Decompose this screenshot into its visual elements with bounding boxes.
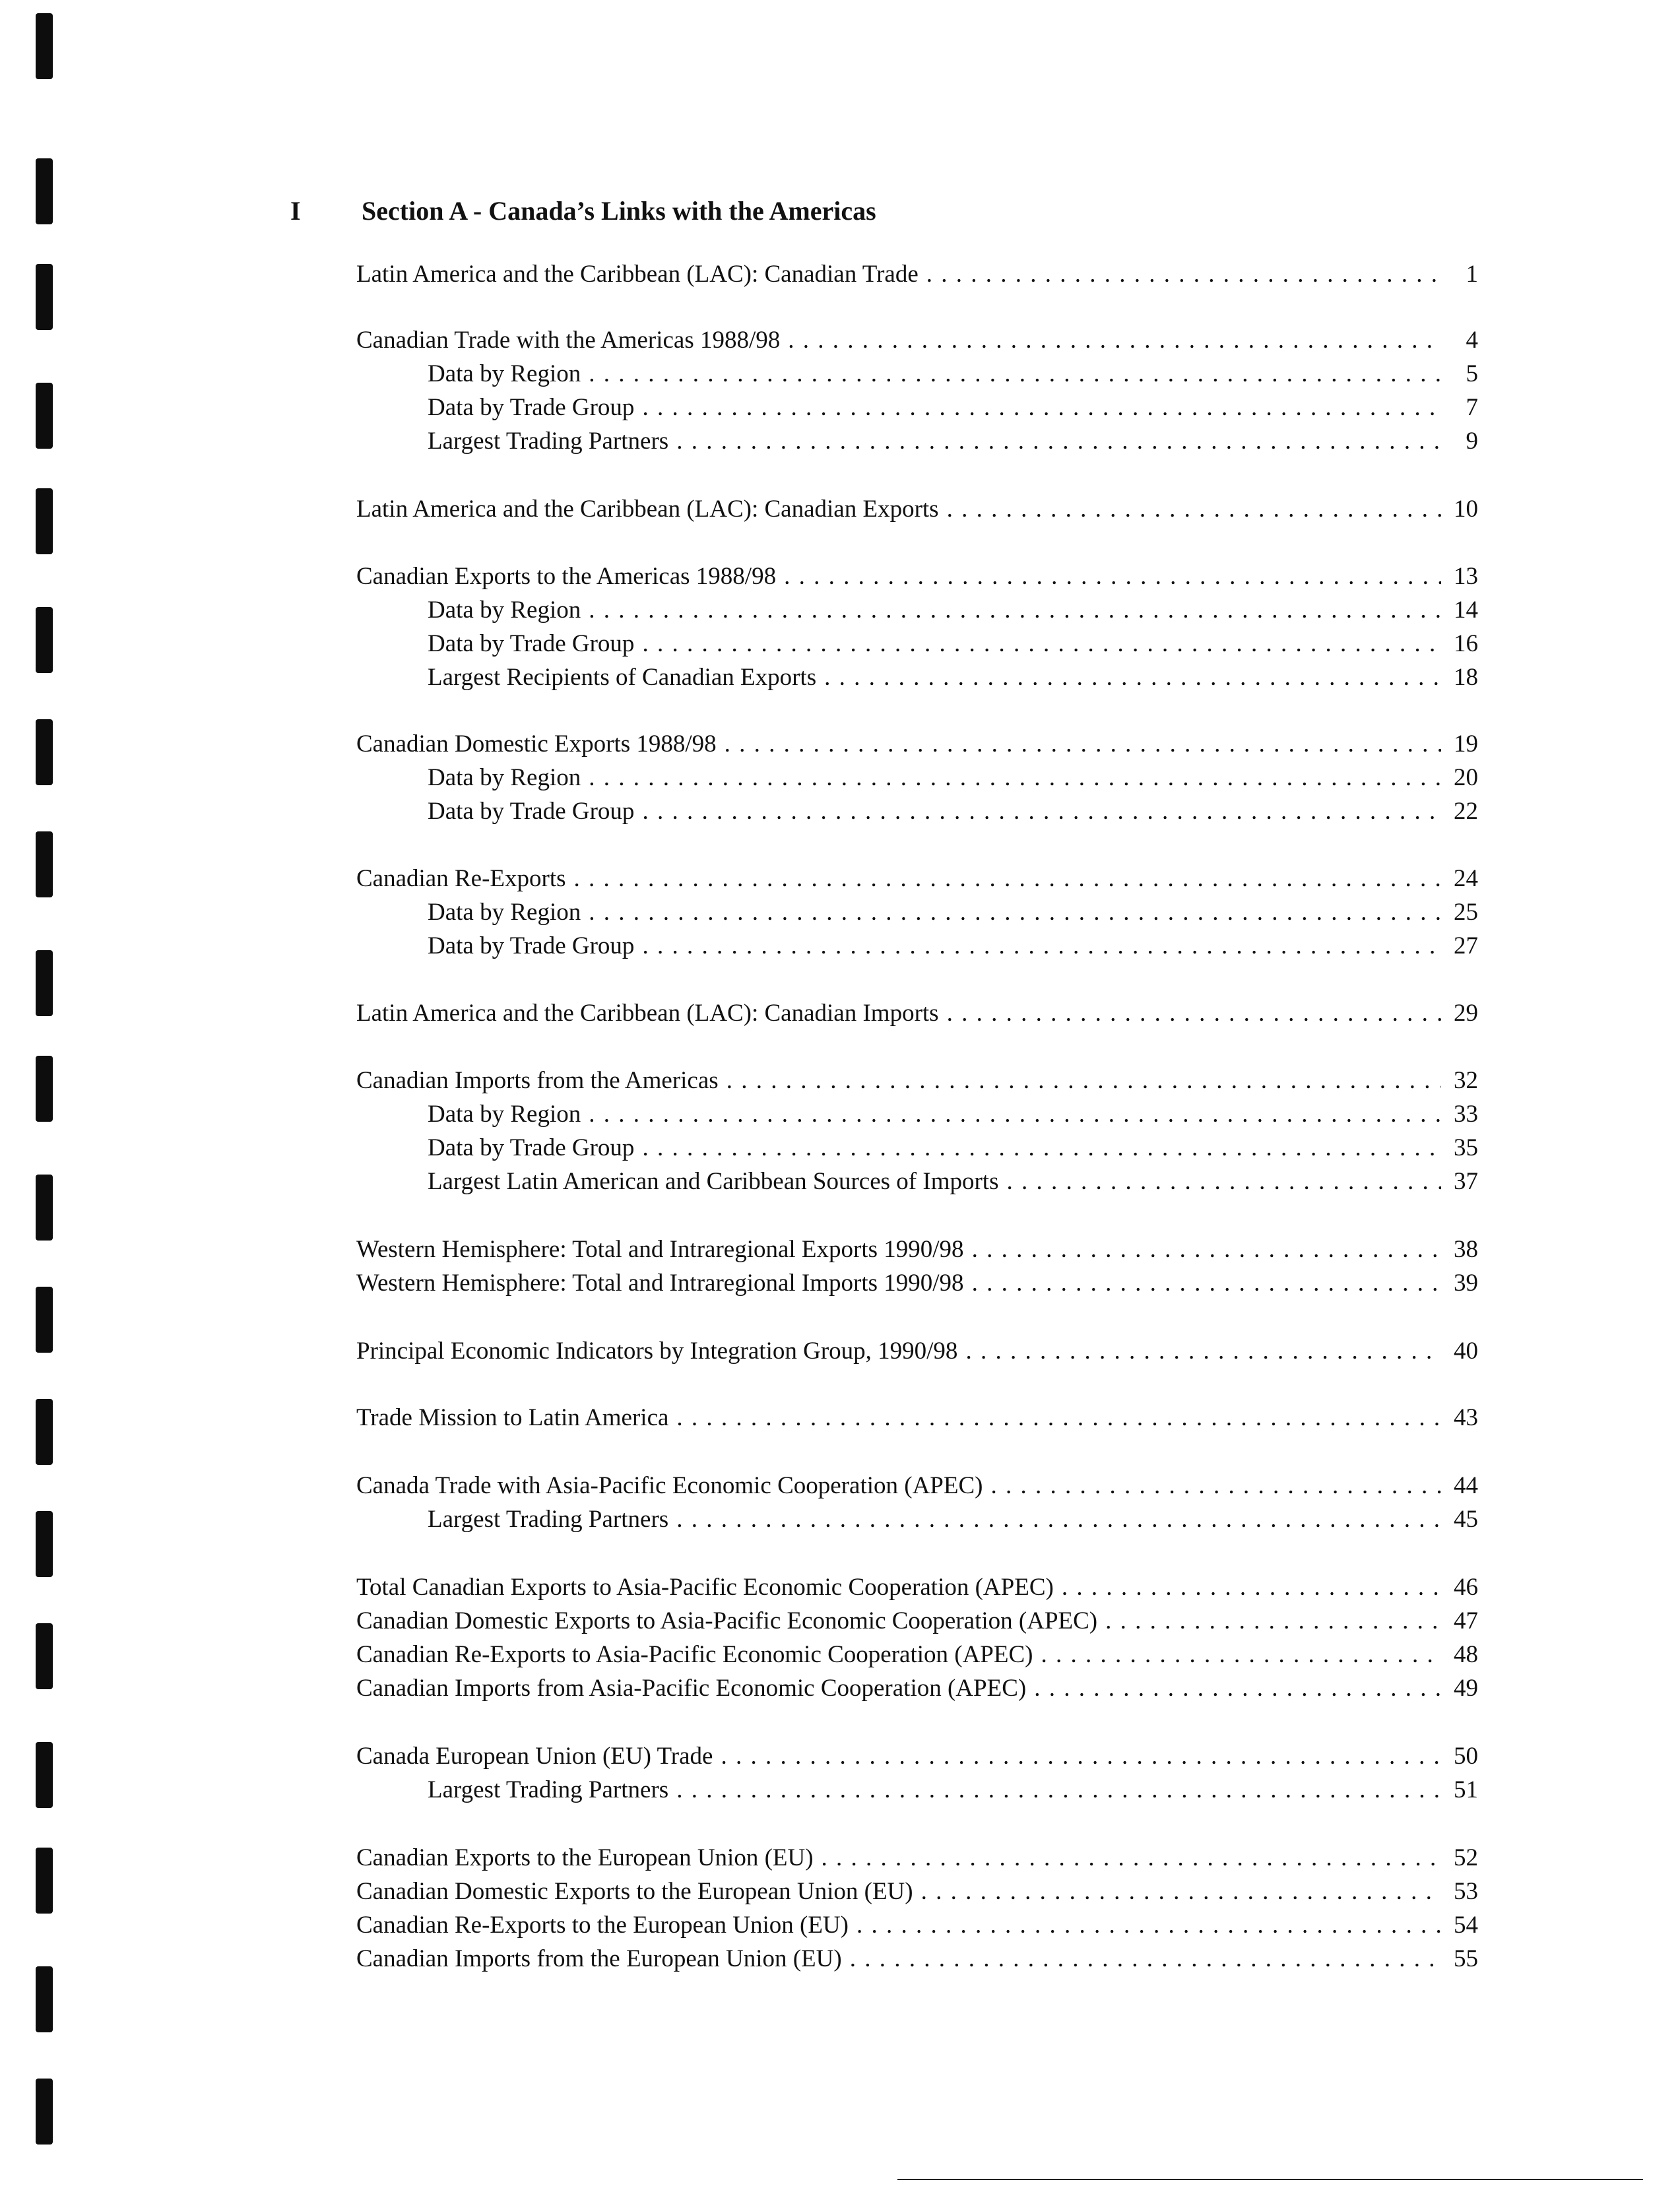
dot-leader [676,1404,1441,1432]
toc-entry-page: 49 [1454,1675,1478,1702]
toc-entry [428,1505,1478,1539]
toc-entry-label: Canadian Imports from the European Union (EU) [356,1945,842,1972]
toc-entry-label: Latin America and the Caribbean (LAC): Canadian Trade [356,261,919,288]
dot-leader [676,1505,1441,1533]
toc-entry-page: 19 [1454,730,1478,758]
binding-hole [36,719,53,785]
toc-entry [428,898,1478,932]
toc-entry-label: Trade Mission to Latin America [356,1404,669,1431]
dot-leader [947,999,1441,1027]
dot-leader [972,1235,1441,1264]
toc-entry-label: Canadian Domestic Exports to Asia-Pacific Economic Cooperation (APEC) [356,1607,1098,1634]
toc-entry [356,495,1478,529]
dot-leader [788,326,1441,354]
toc-entry-page: 29 [1454,1000,1478,1027]
toc-entry-label: Data by Region [428,899,581,926]
toc-entry [356,1269,1478,1303]
binding-hole [36,488,53,554]
binding-hole [36,1287,53,1353]
toc-entry-label: Data by Region [428,597,581,624]
toc-entry-label: Latin America and the Caribbean (LAC): Canadian Exports [356,496,939,523]
toc-entry [428,663,1478,697]
toc-entry [356,1337,1478,1371]
dot-leader [1041,1640,1442,1669]
binding-hole [36,607,53,673]
toc-entry [428,763,1478,798]
dot-leader [926,260,1441,288]
toc-entry [428,393,1478,428]
toc-entry-label: Largest Trading Partners [428,1776,669,1803]
dot-leader [574,864,1442,893]
toc-entry-page: 39 [1454,1270,1478,1297]
toc-entry-label: Data by Trade Group [428,394,635,421]
dot-leader [642,1134,1441,1162]
toc-entry-label: Canadian Imports from Asia-Pacific Economic Cooperation (APEC) [356,1675,1027,1702]
toc-entry-label: Canada Trade with Asia-Pacific Economic Cooperation (APEC) [356,1472,983,1499]
toc-entry-label: Canadian Re-Exports to the European Union (EU) [356,1912,849,1939]
dot-leader [589,763,1441,792]
dot-leader [589,360,1441,388]
toc-entry [356,1607,1478,1641]
binding-hole [36,1742,53,1808]
toc-entry-page: 55 [1454,1945,1478,1972]
dot-leader [822,1844,1441,1872]
binding-hole [36,831,53,897]
dot-leader [676,1776,1441,1804]
toc-entry [356,1674,1478,1708]
toc-entry-page: 5 [1466,360,1478,387]
toc-entry [356,730,1478,764]
dot-leader [965,1337,1441,1365]
binding-hole [36,1399,53,1465]
toc-entry-page: 24 [1454,865,1478,892]
toc-entry-label: Total Canadian Exports to Asia-Pacific Economic Cooperation (APEC) [356,1574,1054,1601]
toc-entry-page: 22 [1454,798,1478,825]
toc-entry-label: Canadian Exports to the European Union (EU) [356,1844,814,1871]
toc-entry [356,1066,1478,1101]
dot-leader [972,1269,1441,1297]
binding-hole [36,13,53,79]
toc-entry-page: 32 [1454,1067,1478,1094]
binding-hole [36,264,53,330]
dot-leader [642,393,1441,422]
toc-entry [356,1911,1478,1945]
dot-leader [642,797,1441,825]
section-heading [0,195,1680,232]
toc-entry-page: 35 [1454,1134,1478,1161]
toc-entry-label: Western Hemisphere: Total and Intraregional Imports 1990/98 [356,1270,964,1297]
dot-leader [676,427,1441,455]
dot-leader [947,495,1441,523]
dot-leader [856,1911,1441,1939]
toc-entry-page: 7 [1466,394,1478,421]
toc-entry [356,1945,1478,1979]
toc-entry [356,326,1478,360]
binding-hole [36,1848,53,1914]
toc-entry-label: Largest Recipients of Canadian Exports [428,664,817,691]
toc-entry [356,562,1478,597]
toc-entry-label: Largest Trading Partners [428,428,669,455]
dot-leader [589,898,1441,926]
binding-hole [36,1056,53,1122]
toc-entry-label: Canadian Re-Exports [356,865,566,892]
dot-leader [589,1100,1441,1128]
toc-entry-label: Latin America and the Caribbean (LAC): Canadian Imports [356,1000,939,1027]
dot-leader [725,730,1441,758]
toc-entry-page: 54 [1454,1912,1478,1939]
toc-entry-page: 52 [1454,1844,1478,1871]
toc-entry-label: Canadian Trade with the Americas 1988/98 [356,327,781,354]
toc-entry-page: 16 [1454,630,1478,657]
toc-entry [428,629,1478,664]
binding-hole [36,950,53,1016]
dot-leader [850,1945,1441,1973]
toc-entry [428,596,1478,630]
toc-entry [356,864,1478,899]
binding-holes [32,0,61,2194]
binding-hole [36,1966,53,2032]
toc-entry [356,1471,1478,1506]
dot-leader [1062,1573,1441,1601]
toc-entry-page: 18 [1454,664,1478,691]
toc-entry [428,1776,1478,1810]
dot-leader [642,629,1441,658]
section-title: Section A - Canada’s Links with the Americas [362,196,876,226]
dot-leader [990,1471,1441,1500]
toc-entry [428,797,1478,831]
binding-hole [36,2079,53,2145]
toc-entry-label: Data by Region [428,764,581,791]
toc-entry-page: 33 [1454,1101,1478,1128]
dot-leader [1006,1167,1441,1196]
toc-entry-page: 10 [1454,496,1478,523]
toc-entry [356,1404,1478,1438]
toc-entry-label: Canadian Domestic Exports to the European Union (EU) [356,1878,913,1905]
toc-entry-label: Data by Trade Group [428,630,635,657]
dot-leader [642,932,1441,960]
toc-entry [428,932,1478,966]
dot-leader [1034,1674,1441,1702]
toc-entry [356,999,1478,1033]
toc-entry-page: 51 [1454,1776,1478,1803]
toc-entry [428,1100,1478,1134]
binding-hole [36,383,53,449]
binding-hole [36,1511,53,1577]
toc-entry-page: 4 [1466,327,1478,354]
toc-entry-label: Canadian Exports to the Americas 1988/98 [356,563,777,590]
toc-entry-page: 13 [1454,563,1478,590]
toc-entry [428,427,1478,461]
toc-entry-label: Western Hemisphere: Total and Intraregional Exports 1990/98 [356,1236,964,1263]
toc-entry-label: Data by Region [428,1101,581,1128]
toc-entry-label: Canada European Union (EU) Trade [356,1743,713,1770]
toc-entry-page: 53 [1454,1878,1478,1905]
toc-entry-page: 44 [1454,1472,1478,1499]
toc-entry [428,360,1478,394]
toc-entry-page: 20 [1454,764,1478,791]
dot-leader [721,1742,1441,1770]
toc-entry-label: Data by Trade Group [428,932,635,959]
toc-entry-page: 25 [1454,899,1478,926]
toc-entry-page: 45 [1454,1506,1478,1533]
toc-entry [356,1235,1478,1270]
toc-entry-label: Canadian Domestic Exports 1988/98 [356,730,717,758]
toc-entry-page: 48 [1454,1641,1478,1668]
toc-entry-label: Canadian Imports from the Americas [356,1067,719,1094]
toc-entry-label: Data by Trade Group [428,798,635,825]
toc-entry [356,1640,1478,1675]
dot-leader [784,562,1441,591]
toc-entry [356,1573,1478,1607]
toc-entry [356,1877,1478,1912]
toc-entry-page: 38 [1454,1236,1478,1263]
dot-leader [921,1877,1441,1906]
toc-entry-page: 40 [1454,1338,1478,1365]
toc-entry-label: Data by Trade Group [428,1134,635,1161]
dot-leader [589,596,1441,624]
toc-entry-page: 27 [1454,932,1478,959]
toc-entry-label: Largest Trading Partners [428,1506,669,1533]
toc-entry-page: 37 [1454,1168,1478,1195]
dot-leader [1105,1607,1441,1635]
binding-hole [36,1175,53,1241]
toc-entry [428,1167,1478,1202]
toc-entry [356,260,1478,294]
toc-entry-page: 50 [1454,1743,1478,1770]
toc-entry-page: 9 [1466,428,1478,455]
toc-entry-page: 43 [1454,1404,1478,1431]
toc-entry-page: 1 [1466,261,1478,288]
dot-leader [727,1066,1441,1095]
toc-entry [356,1742,1478,1776]
toc-entry-page: 47 [1454,1607,1478,1634]
footer-rule [897,2179,1643,2180]
dot-leader [824,663,1441,692]
binding-hole [36,1623,53,1689]
toc-entry [428,1134,1478,1168]
toc-entry-label: Data by Region [428,360,581,387]
toc-entry-label: Largest Latin American and Caribbean Sources of Imports [428,1168,999,1195]
toc-entry-page: 46 [1454,1574,1478,1601]
toc-entry-page: 14 [1454,597,1478,624]
toc-entry-label: Canadian Re-Exports to Asia-Pacific Economic Cooperation (APEC) [356,1641,1033,1668]
toc-entry-label: Principal Economic Indicators by Integration Group, 1990/98 [356,1338,958,1365]
toc-entry [356,1844,1478,1878]
section-number: I [290,196,301,226]
